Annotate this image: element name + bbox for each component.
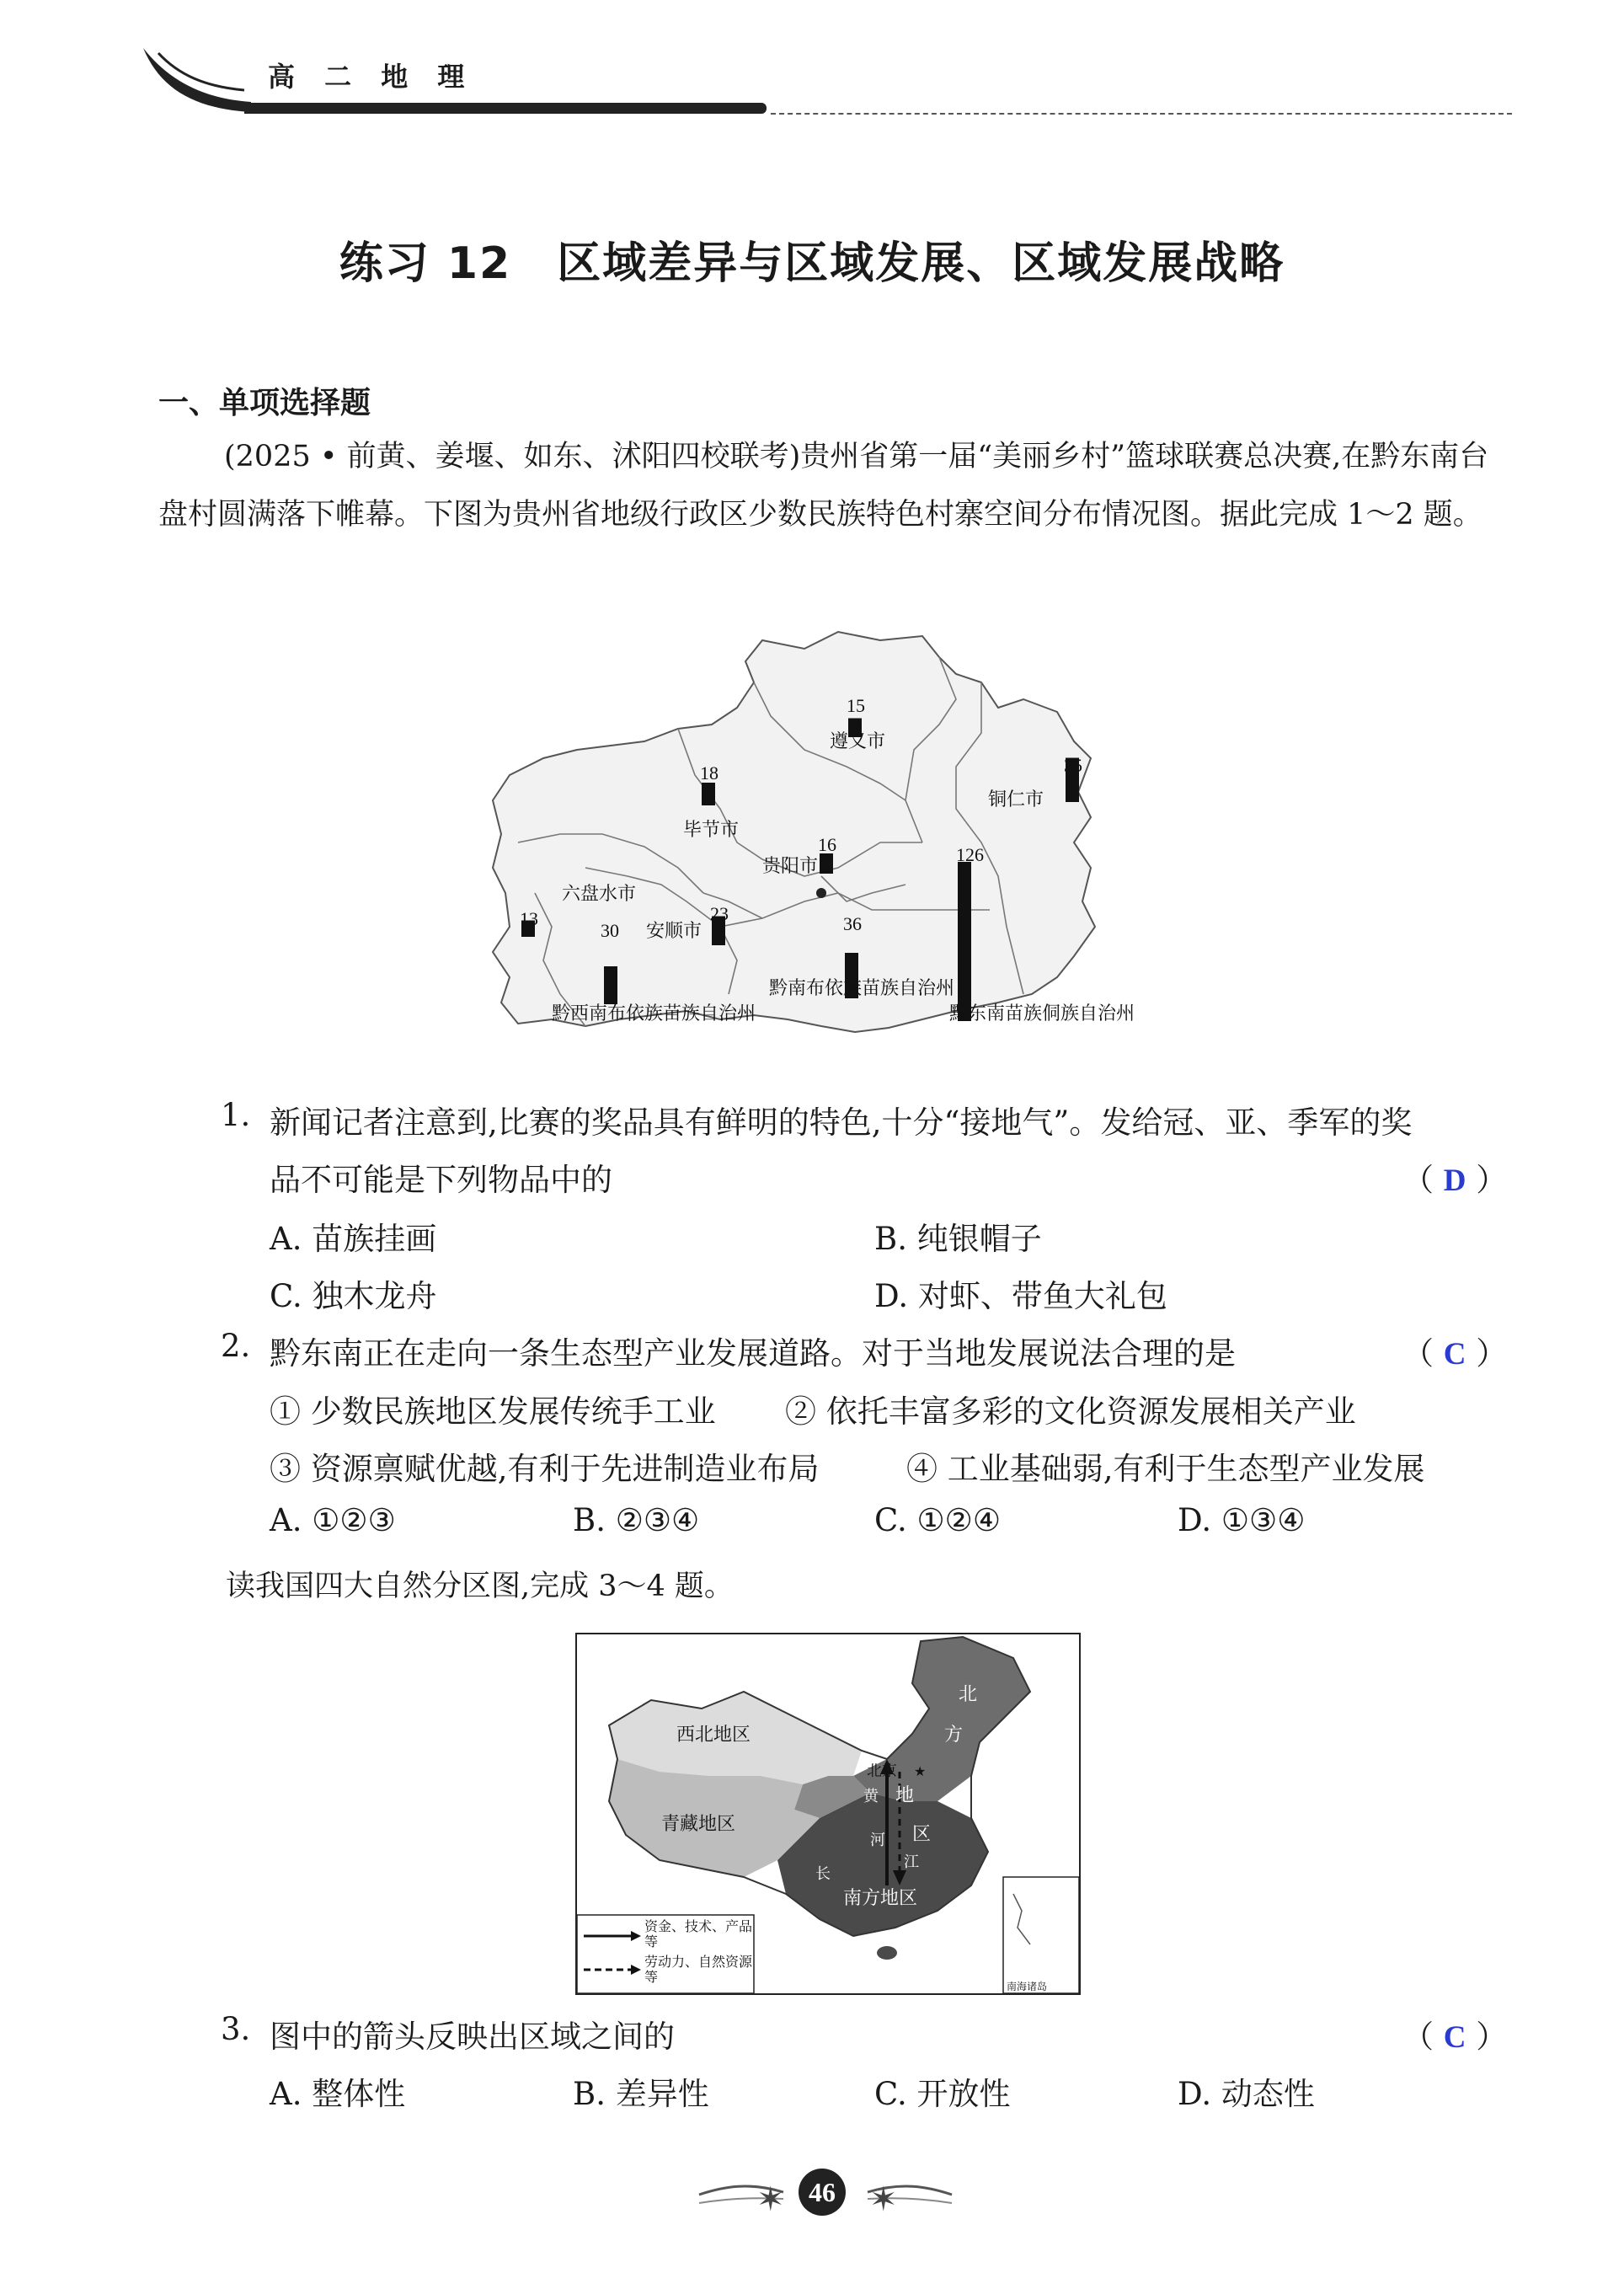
q2-option-d: D. ①③④ [1178,1502,1306,1538]
left-star-icon: ✶ [756,2180,785,2219]
label-jiang: 江 [904,1853,919,1871]
map-value-guiyang: 16 [818,834,836,855]
q3-option-d: D. 动态性 [1178,2076,1315,2112]
map-label-anshun: 安顺市 [646,920,702,941]
q3-answer-bracket: （ C ） [1402,2019,1508,2055]
village-bar-8 [958,862,971,1021]
map-outline [493,632,1095,1032]
q1-answer: D [1443,1163,1466,1198]
legend-solid-label: 资金、技术、产品等 [644,1919,752,1949]
map-label-qiandongnan: 黔东南苗族侗族自治州 [949,1003,1135,1024]
map-value-qiannan: 36 [843,913,862,934]
map-label-guiyang: 贵阳市 [762,855,819,876]
header-swoosh-decoration [143,46,253,114]
q2-item-2: ② 依托丰富多彩的文化资源发展相关产业 [785,1393,1356,1430]
q2-option-a: A. ①②③ [270,1502,396,1538]
header-bar [244,103,767,114]
q2-answer-bracket: （ C ） [1402,1335,1508,1372]
q1-line1: 新闻记者注意到,比赛的奖品具有鲜明的特色,十分“接地气”。发给冠、亚、季军的奖 [270,1104,1413,1141]
map-value-bijie: 18 [700,762,719,784]
q1-option-a: A. 苗族挂画 [270,1221,437,1257]
q2-stem: 黔东南正在走向一条生态型产业发展道路。对于当地发展说法合理的是 [270,1335,1236,1372]
beijing-star-icon: ★ [914,1763,927,1779]
q2-item-1: ① 少数民族地区发展传统手工业 [270,1393,716,1430]
label-north-3: 地 [895,1785,915,1806]
q1-option-b: B. 纯银帽子 [874,1221,1042,1257]
q3-number: 3. [221,2011,251,2047]
label-chang: 长 [815,1865,831,1883]
q2-item-4: ④ 工业基础弱,有利于生态型产业发展 [906,1451,1425,1487]
village-bar-1 [702,783,715,805]
exercise-title: 练习 12 区域差异与区域发展、区域发展战略 [339,238,1285,289]
map-label-liupanshui: 六盘水市 [562,883,637,904]
guizhou-village-map [484,623,1183,1095]
label-huang: 黄 [863,1788,879,1805]
label-beijing: 北京 [867,1762,897,1780]
q3-stem: 图中的箭头反映出区域之间的 [270,2019,675,2055]
map-label-zunyi: 遵义市 [830,730,886,751]
header-subject: 高 二 地 理 [268,61,475,93]
map-label-tongren: 铜仁市 [988,789,1044,810]
map-label-qianxinan: 黔西南布依族苗族自治州 [552,1003,756,1024]
label-north-4: 区 [912,1824,932,1845]
intro-q3-4: 读我国四大自然分区图,完成 3～4 题。 [226,1570,734,1603]
q1-number: 1. [221,1097,251,1133]
q2-option-c: C. ①②④ [874,1502,1002,1538]
label-south: 南方地区 [843,1888,918,1909]
legend-dashed-label: 劳动力、自然资源等 [644,1955,752,1985]
q2-item-3: ③ 资源禀赋优越,有利于先进制造业布局 [270,1451,820,1487]
map-value-anshun: 23 [710,903,729,924]
page-number: 46 [799,2169,846,2216]
map-value-liupanshui: 13 [520,908,538,929]
inset-label: 南海诸岛 [1007,1981,1048,1992]
q2-option-b: B. ②③④ [573,1502,700,1538]
map-value-zunyi: 15 [847,695,865,716]
header-dotted-rule [771,113,1512,115]
q1-option-c: C. 独木龙舟 [270,1278,437,1314]
q2-number: 2. [221,1328,251,1364]
q3-option-c: C. 开放性 [874,2076,1011,2112]
label-he: 河 [870,1832,885,1849]
map-value-qiandongnan: 126 [956,844,984,865]
q3-answer: C [1443,2020,1466,2055]
right-star-icon: ✶ [869,2180,898,2219]
section-heading: 一、单项选择题 [158,386,371,420]
label-north-1: 北 [959,1684,978,1705]
map-value-tongren: 35 [1064,755,1082,776]
q1-line2: 品不可能是下列物品中的 [270,1162,612,1198]
label-qingzang: 青藏地区 [661,1814,736,1835]
q2-answer: C [1443,1337,1466,1372]
label-northwest: 西北地区 [676,1725,751,1746]
map-label-qiannan: 黔南布依族苗族自治州 [769,977,955,998]
map-value-qianxinan: 30 [601,920,619,941]
china-four-regions-map [575,1633,1081,1995]
q1-answer-bracket: （ D ） [1402,1162,1508,1198]
q3-option-b: B. 差异性 [573,2076,709,2112]
village-bar-3 [820,853,833,874]
intro-paragraph: (2025 • 前黄、姜堰、如东、沭阳四校联考)贵州省第一届“美丽乡村”篮球联赛总决赛,在黔东南台盘村圆满落下帷幕。下图为贵州省地级行政区少数民族特色村寨空间分布情况图。据此完成 1～2 题。 [158,440,1489,532]
village-bar-6 [604,966,617,1004]
label-north-2: 方 [944,1725,964,1746]
q1-option-d: D. 对虾、带鱼大礼包 [874,1278,1167,1314]
map-label-bijie: 毕节市 [683,819,740,840]
q3-option-a: A. 整体性 [270,2076,406,2112]
